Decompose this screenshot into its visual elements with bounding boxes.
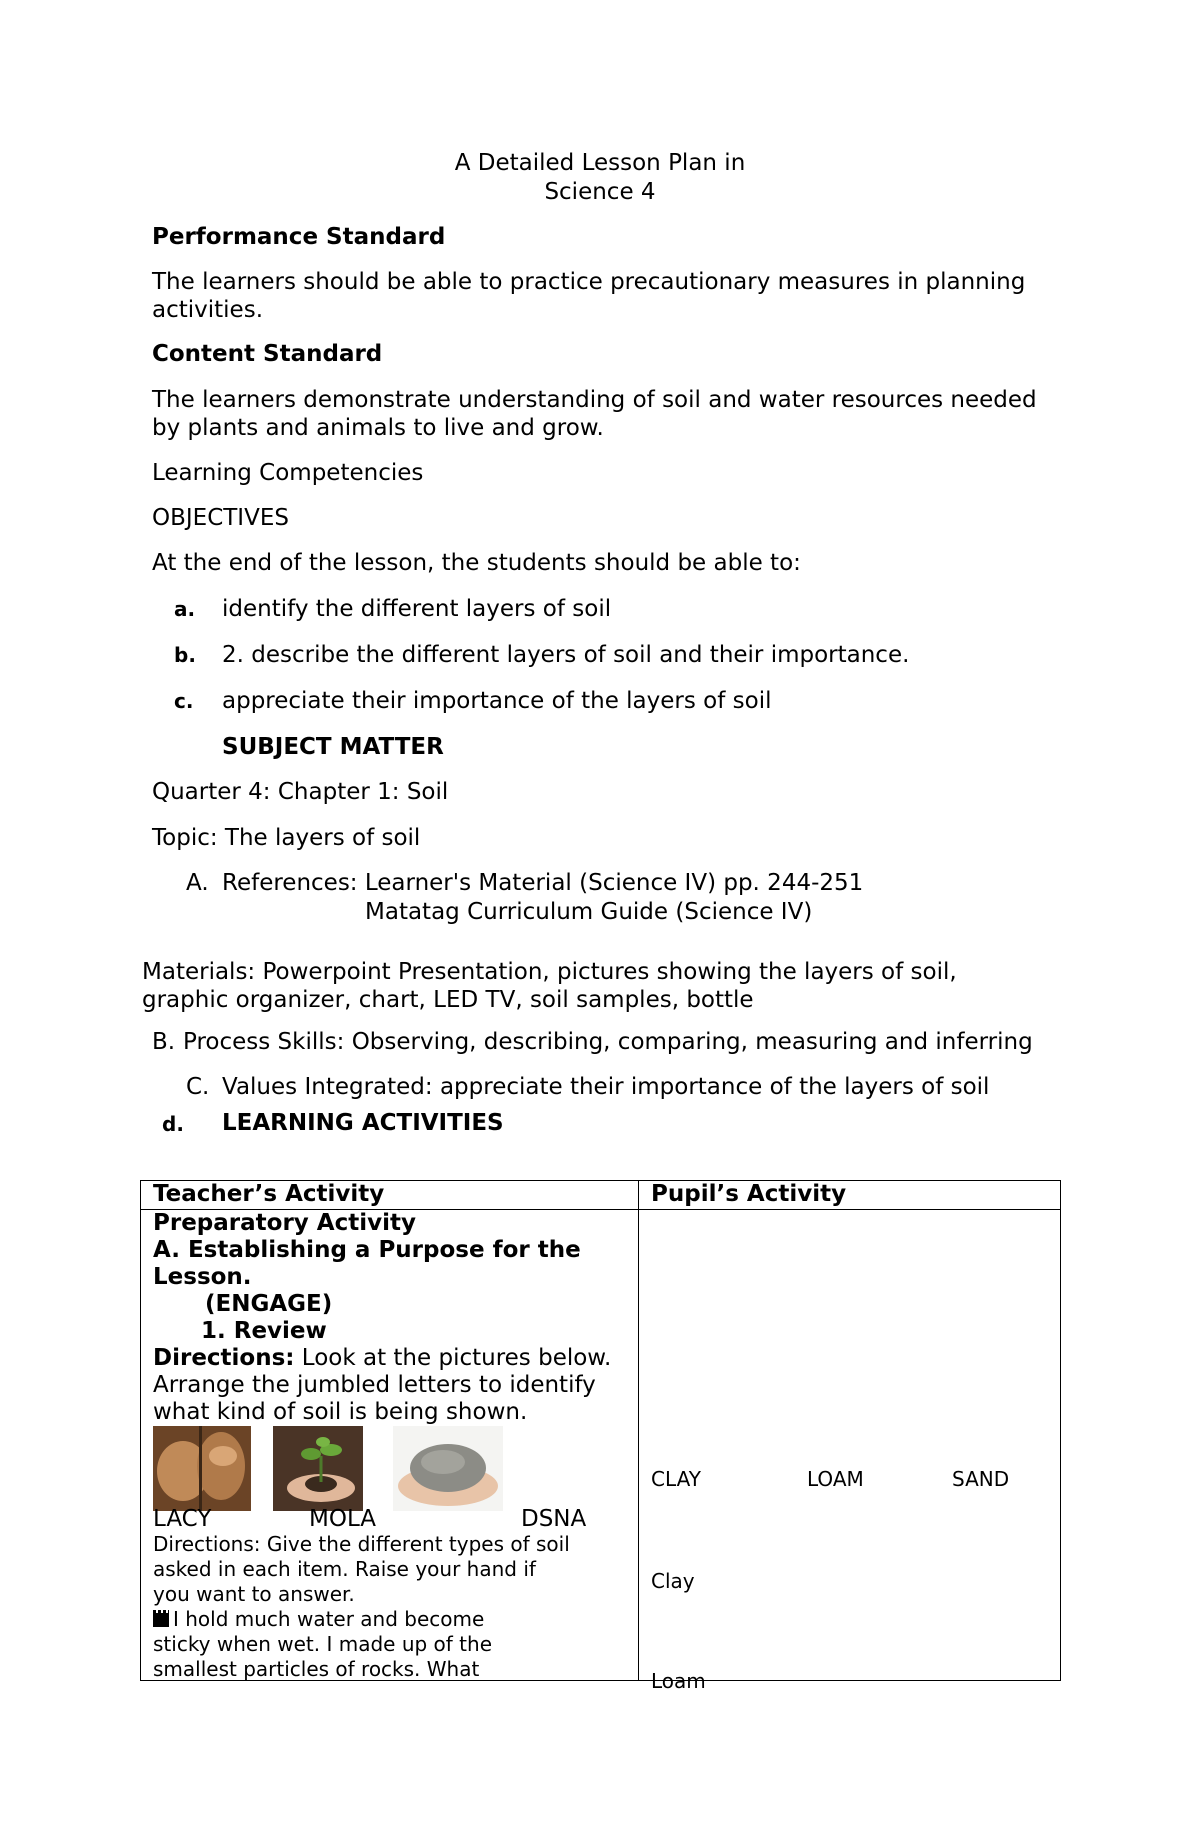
- objective-b-text: 2. describe the different layers of soil and their importance.: [222, 642, 910, 668]
- engage-label: (ENGAGE): [205, 1291, 333, 1317]
- learning-activities-marker: d.: [162, 1112, 184, 1136]
- item-text1: I hold much water and become: [173, 1607, 485, 1631]
- item-line2: sticky when wet. I made up of the: [153, 1632, 493, 1656]
- directions-text1: Look at the pictures below.: [294, 1345, 612, 1371]
- title-line1: A Detailed Lesson Plan in: [454, 150, 746, 176]
- teacher-cell: [141, 1210, 639, 1681]
- learning-competencies: Learning Competencies: [152, 460, 424, 486]
- purpose-line1: A. Establishing a Purpose for the: [153, 1237, 581, 1263]
- clay-hands-image: [153, 1426, 251, 1511]
- performance-standard-line2: activities.: [152, 297, 264, 323]
- directions-line1: [153, 1345, 638, 1372]
- materials-line1: Materials: Powerpoint Presentation, pictures showing the layers of soil,: [142, 959, 957, 985]
- topic-line: Topic: The layers of soil: [152, 825, 421, 851]
- objective-a-marker: a.: [174, 597, 196, 621]
- content-standard-line1: The learners demonstrate understanding of soil and water resources needed: [152, 387, 1037, 413]
- process-skills-marker: B.: [152, 1029, 176, 1055]
- directions2-line2: asked in each item. Raise your hand if: [153, 1557, 536, 1581]
- learning-activities-heading: LEARNING ACTIVITIES: [222, 1110, 504, 1136]
- jumbled-words: [153, 1506, 638, 1532]
- item-line1: [153, 1607, 638, 1632]
- objective-c-text: appreciate their importance of the layers of soil: [222, 688, 772, 714]
- preparatory-activity: Preparatory Activity: [153, 1210, 416, 1236]
- values-marker: C.: [186, 1074, 210, 1100]
- performance-standard-line1: The learners should be able to practice precautionary measures in planning: [152, 269, 1026, 295]
- process-skills: Process Skills: Observing, describing, comparing, measuring and inferring: [183, 1029, 1033, 1055]
- directions2-line1: Directions: Give the different types of soil: [153, 1532, 570, 1556]
- teacher-activity-header: Teacher’s Activity: [141, 1181, 639, 1210]
- pupil-cell: [639, 1210, 1061, 1693]
- objective-c-marker: c.: [174, 689, 194, 713]
- review-label: 1. Review: [201, 1318, 327, 1344]
- objectives-intro: At the end of the lesson, the students should be able to:: [152, 550, 801, 576]
- jumbled-word-1: LACY: [153, 1506, 212, 1532]
- objective-b-marker: b.: [174, 643, 196, 667]
- directions-line2: Arrange the jumbled letters to identify: [153, 1372, 596, 1398]
- content-standard-line2: by plants and animals to live and grow.: [152, 415, 604, 441]
- soil-pictures: [153, 1426, 638, 1514]
- performance-standard-heading: Performance Standard: [152, 224, 446, 250]
- materials-line2: graphic organizer, chart, LED TV, soil samples, bottle: [142, 987, 754, 1013]
- objectives-heading: OBJECTIVES: [152, 505, 289, 531]
- directions-label: Directions:: [153, 1345, 295, 1371]
- pupil-answer-1: Clay: [651, 1569, 695, 1593]
- jumbled-word-3: DSNA: [521, 1506, 587, 1532]
- jumbled-word-2: MOLA: [309, 1506, 377, 1532]
- answer-loam: LOAM: [807, 1467, 864, 1491]
- pupil-activity-header: Pupil’s Activity: [639, 1181, 1061, 1210]
- item-line3: smallest particles of rocks. What: [153, 1657, 480, 1681]
- subject-matter-heading: SUBJECT MATTER: [222, 734, 444, 760]
- table-header-row: [141, 1181, 1061, 1210]
- activity-table: [140, 1180, 1061, 1693]
- references-marker: A.: [186, 870, 209, 896]
- objective-a-text: identify the different layers of soil: [222, 596, 612, 622]
- content-standard-heading: Content Standard: [152, 341, 383, 367]
- answer-clay: CLAY: [651, 1467, 701, 1491]
- pupil-answer-2: Loam: [651, 1669, 706, 1693]
- purpose-line2: Lesson.: [153, 1264, 252, 1290]
- values-integrated: Values Integrated: appreciate their importance of the layers of soil: [222, 1074, 990, 1100]
- clapperboard-icon: [153, 1613, 169, 1627]
- directions2-line3: you want to answer.: [153, 1582, 355, 1606]
- directions-line3: what kind of soil is being shown.: [153, 1399, 528, 1425]
- title-line2: Science 4: [544, 179, 656, 205]
- sand-hands-image: [393, 1426, 503, 1511]
- references-line1: References: Learner's Material (Science IV) pp. 244-251: [222, 870, 864, 896]
- answer-sand: SAND: [952, 1467, 1010, 1491]
- references-line2: Matatag Curriculum Guide (Science IV): [365, 899, 813, 925]
- table-row: [141, 1210, 1061, 1681]
- loam-plant-image: [273, 1426, 363, 1511]
- quarter-line: Quarter 4: Chapter 1: Soil: [152, 779, 449, 805]
